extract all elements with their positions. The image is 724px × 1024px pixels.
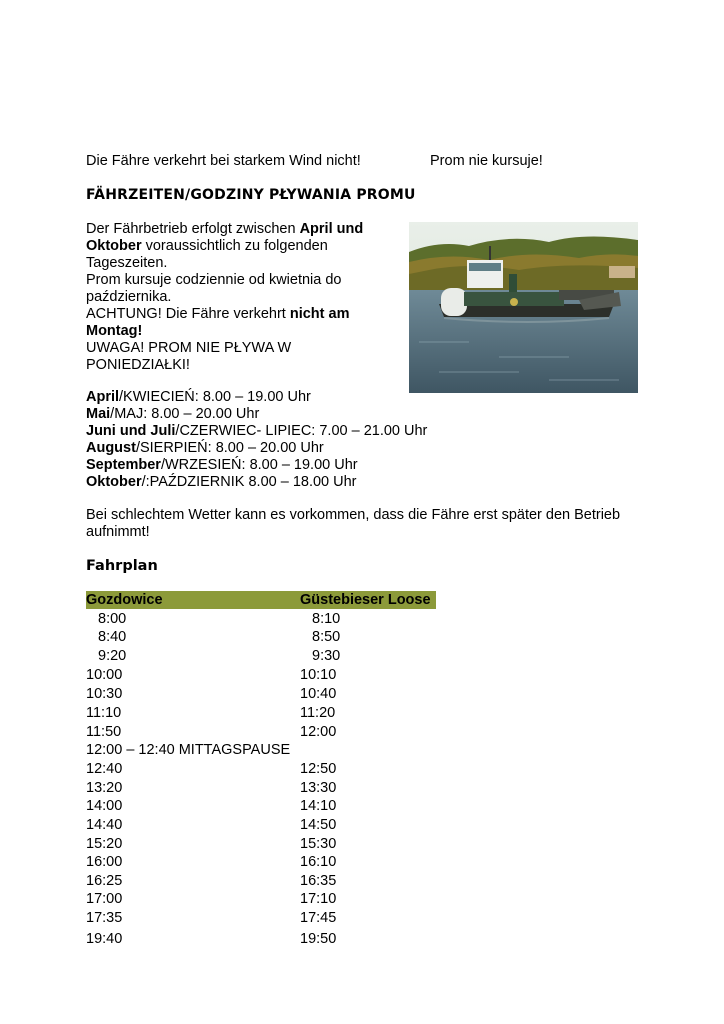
page-heading: FÄHRZEITEN/GODZINY PŁYWANIA PROMU — [86, 187, 416, 203]
departure-gozdowice: 10:30 — [86, 686, 123, 702]
table-row — [86, 909, 436, 927]
intro-line-8: UWAGA! PROM NIE PŁYWA W — [86, 340, 292, 356]
departure-gozdowice: 17:00 — [86, 891, 123, 907]
intro-line-5: października. — [86, 289, 172, 305]
table-row — [86, 853, 436, 871]
intro-line-7: Montag! — [86, 323, 143, 339]
table-row — [86, 666, 436, 684]
table-row — [86, 872, 436, 890]
departure-guestebieser-loose: 19:50 — [300, 931, 337, 947]
table-row — [86, 741, 436, 759]
intro-line-9: PONIEDZIAŁKI! — [86, 357, 190, 373]
fahrplan-title: Fahrplan — [86, 558, 158, 574]
table-row — [86, 779, 436, 797]
departure-guestebieser-loose: 10:40 — [300, 686, 337, 702]
departure-gozdowice: 12:40 — [86, 761, 123, 777]
departure-gozdowice: 16:25 — [86, 873, 123, 889]
table-row — [86, 685, 436, 703]
departure-gozdowice: 14:40 — [86, 817, 123, 833]
wind-notice-pl: Prom nie kursuje! — [430, 153, 543, 169]
departure-guestebieser-loose: 17:45 — [300, 910, 337, 926]
departure-gozdowice: 13:20 — [86, 780, 123, 796]
weather-note-line-2: aufnimmt! — [86, 524, 150, 540]
table-row — [86, 723, 436, 741]
departure-guestebieser-loose: 14:10 — [300, 798, 337, 814]
departure-gozdowice: 11:50 — [86, 724, 122, 740]
table-row — [86, 797, 436, 815]
ferry-photo — [409, 222, 638, 393]
timetable-header — [86, 591, 436, 609]
departure-gozdowice: 16:00 — [86, 854, 123, 870]
departure-gozdowice: 11:10 — [86, 705, 122, 721]
header-gozdowice: Gozdowice — [86, 592, 163, 608]
table-row — [86, 835, 436, 853]
month-line-1: April/KWIECIEŃ: 8.00 – 19.00 Uhr — [86, 389, 311, 405]
intro-line-2: Oktober voraussichtlich zu folgenden — [86, 238, 328, 254]
intro-line-4: Prom kursuje codziennie od kwietnia do — [86, 272, 342, 288]
intro-line-1: Der Fährbetrieb erfolgt zwischen April und — [86, 221, 364, 237]
departure-guestebieser-loose: 16:10 — [300, 854, 337, 870]
departure-guestebieser-loose: 17:10 — [300, 891, 337, 907]
departure-guestebieser-loose: 12:50 — [300, 761, 337, 777]
departure-gozdowice: 17:35 — [86, 910, 123, 926]
table-row — [86, 704, 436, 722]
departure-gozdowice: 8:40 — [98, 629, 127, 645]
departure-gozdowice: 8:00 — [98, 611, 127, 627]
departure-guestebieser-loose: 9:30 — [312, 648, 341, 664]
departure-guestebieser-loose: 14:50 — [300, 817, 337, 833]
departure-gozdowice: 15:20 — [86, 836, 123, 852]
table-row — [86, 816, 436, 834]
break-note: 12:00 – 12:40 MITTAGSPAUSE — [86, 742, 291, 758]
month-line-2: Mai/MAJ: 8.00 – 20.00 Uhr — [86, 406, 260, 422]
departure-guestebieser-loose: 8:50 — [312, 629, 341, 645]
month-line-6: Oktober/:PAŹDZIERNIK 8.00 – 18.00 Uhr — [86, 474, 357, 490]
wind-notice-de: Die Fähre verkehrt bei starkem Wind nicht! — [86, 153, 361, 169]
month-line-5: September/WRZESIEŃ: 8.00 – 19.00 Uhr — [86, 457, 358, 473]
table-row — [86, 760, 436, 778]
weather-note-line-1: Bei schlechtem Wetter kann es vorkommen, dass die Fähre erst später den Betrieb — [86, 507, 621, 523]
month-line-4: August/SIERPIEŃ: 8.00 – 20.00 Uhr — [86, 440, 324, 456]
departure-guestebieser-loose: 16:35 — [300, 873, 337, 889]
table-row — [86, 930, 436, 948]
departure-gozdowice: 19:40 — [86, 931, 123, 947]
departure-gozdowice: 14:00 — [86, 798, 123, 814]
departure-gozdowice: 10:00 — [86, 667, 123, 683]
departure-guestebieser-loose: 10:10 — [300, 667, 337, 683]
table-row — [86, 610, 436, 628]
departure-guestebieser-loose: 12:00 — [300, 724, 337, 740]
departure-guestebieser-loose: 15:30 — [300, 836, 337, 852]
departure-guestebieser-loose: 11:20 — [300, 705, 336, 721]
table-row — [86, 890, 436, 908]
intro-line-3: Tageszeiten. — [86, 255, 168, 271]
table-row — [86, 647, 436, 665]
header-guestebieser-loose: Güstebieser Loose — [300, 592, 431, 608]
departure-gozdowice: 9:20 — [98, 648, 127, 664]
month-line-3: Juni und Juli/CZERWIEC- LIPIEC: 7.00 – 21.00 Uhr — [86, 423, 428, 439]
departure-guestebieser-loose: 13:30 — [300, 780, 337, 796]
departure-guestebieser-loose: 8:10 — [312, 611, 341, 627]
intro-line-6: ACHTUNG! Die Fähre verkehrt nicht am — [86, 306, 350, 322]
table-row — [86, 628, 436, 646]
